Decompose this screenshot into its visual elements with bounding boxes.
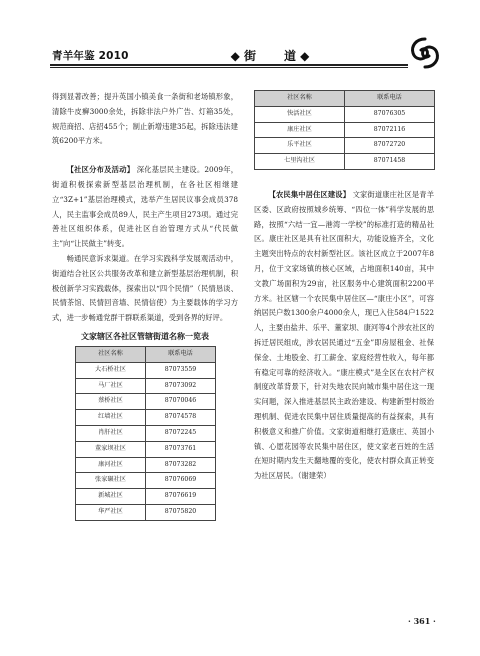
community-name: 华严社区 [76, 504, 146, 520]
col-header-name: 社区名称 [255, 91, 345, 107]
swirl-logo-icon [408, 36, 442, 70]
phone-number: 87070046 [146, 394, 216, 410]
community-name: 新城社区 [76, 489, 146, 505]
community-name: 快活社区 [255, 106, 345, 122]
table-row [76, 504, 216, 520]
table-row [76, 410, 216, 426]
phone-number: 87073559 [146, 362, 216, 378]
phone-number: 87076619 [146, 489, 216, 505]
community-name: 董家坝社区 [76, 441, 146, 457]
community-name: 乐平社区 [255, 138, 345, 154]
table-header-row [255, 91, 435, 107]
col-header-phone: 联系电话 [146, 346, 216, 362]
table-row [76, 473, 216, 489]
resettlement-paragraph [254, 188, 434, 484]
table-row [76, 425, 216, 441]
table-row [76, 362, 216, 378]
page-number: · 361 · [408, 616, 436, 626]
left-column [52, 90, 238, 521]
community-name: 红墙社区 [76, 410, 146, 426]
community-name: 大石桥社区 [76, 362, 146, 378]
community-name: 肖肝社区 [76, 425, 146, 441]
phone-number: 87075820 [146, 504, 216, 520]
section-heading: 【农民集中居住区建设】 [268, 189, 351, 199]
phone-number: 87072245 [146, 425, 216, 441]
phone-number: 87076305 [345, 106, 435, 122]
table-header-row [76, 346, 216, 362]
section-title-right: 道 ◆ [284, 49, 310, 63]
table-row [255, 106, 435, 122]
table-row [76, 457, 216, 473]
channel-paragraph: 畅通民意诉求渠道。在学习实践科学发展观活动中，街道结合社区公共服务改革和建立新型基层治理机制，积极创新学习实践载体，探索出以“四个民情”（民情恳谈、民情茶馆、民情回音墙、民情信使）为主要载体的学习方式，进一步畅通党群干群联系渠道，受到各界的好评。 [52, 253, 238, 323]
header-rule-thin [50, 67, 408, 68]
table-row [76, 441, 216, 457]
phone-number: 87073282 [146, 457, 216, 473]
header-rule [50, 64, 408, 66]
governance-paragraph [52, 163, 238, 252]
table-row [255, 154, 435, 170]
community-name: 马厂社区 [76, 378, 146, 394]
section-title-left: ◆ 街 [230, 49, 256, 63]
phone-number: 87076069 [146, 473, 216, 489]
governance-body: 深化基层民主建设。2009年，街道积极探索新型基层治理机制，在各社区相继建立“3Z+1”基层治理模式，选举产生居民议事会成员378人，民主监事会成员89人，民主产生项目273项。通过完善社区组织体系，促进社区自治管理方式从“代民做主”向“让民做主”转变。 [52, 165, 239, 249]
section-heading: 【社区分布及活动】 [66, 165, 135, 175]
publication-title: 青羊年鉴 2010 [52, 50, 129, 62]
table-row [76, 394, 216, 410]
col-header-name: 社区名称 [76, 346, 146, 362]
intro-paragraph: 得到显著改善；提升英国小镇美食一条街和老场镇形象，清除牛皮癣3000余处，拆除非法户外广告、灯箱35处，规范商招、店招455个；制止新增违建35起，拆除违法建筑6200平方米。 [52, 92, 238, 146]
page-header [0, 0, 480, 78]
community-name: 张家碾社区 [76, 473, 146, 489]
col-header-phone: 联系电话 [345, 91, 435, 107]
section-title [210, 47, 330, 64]
community-directory-table-continued [254, 90, 435, 170]
phone-number: 87071458 [345, 154, 435, 170]
table-row [76, 489, 216, 505]
community-name: 康河社区 [76, 457, 146, 473]
community-directory-table [75, 346, 216, 521]
phone-number: 87074578 [146, 410, 216, 426]
table-title: 文家辖区各社区管辖街道名称一览表 [81, 331, 209, 341]
right-column [254, 90, 434, 484]
phone-number: 87072116 [345, 122, 435, 138]
resettlement-body: 文家街道康庄社区是青羊区委、区政府按照城乡统筹、“四位一体”科学发展的思路，按照“六结一宜—港湾一学校”的标准打造的精品社区。康庄社区是具有社区面积大，功能设施齐全，文化主题突出特点的农村新型社区。该社区成立于2007年8月，位于文家场镇的核心区域，占地面积140亩，其中文教广场面积为29亩，社区服务中心建筑面积2200平方米。社区辖一个农民集中居住区—“康庄小区”，可容纳居民户数1300余户4000余人，现已入住584户1522人，主要由盐井、乐平、董家坝、康河等4个涉农社区的拆迁居民组成，涉农居民通过“五金”即房屋租金、社保保金、土地股金、打工薪金、家庭经营性收入，每年都有稳定可靠的经济收入。“康庄模式”是全区在农村产权制度改革背景下，针对失地农民向城市集中居住这一现实问题，深入推进基层民主政治建设、构建新型村级治理机制、促进农民集中居住质量提高的有益探索，具有积极意义和推广价值。文家街道相继打造康庄、英国小镇、心愿花园等农民集中居住区，使文家老百姓的生活在短时期内发生天翻地覆的变化，使农村群众真正转变为社区居民。（谢建荣） [254, 189, 435, 481]
table-row [255, 138, 435, 154]
community-name: 蔡桥社区 [76, 394, 146, 410]
table-row [76, 378, 216, 394]
phone-number: 87073092 [146, 378, 216, 394]
community-name: 康庄社区 [255, 122, 345, 138]
table-row [255, 122, 435, 138]
phone-number: 87072720 [345, 138, 435, 154]
phone-number: 87073761 [146, 441, 216, 457]
community-name: 七里沟社区 [255, 154, 345, 170]
